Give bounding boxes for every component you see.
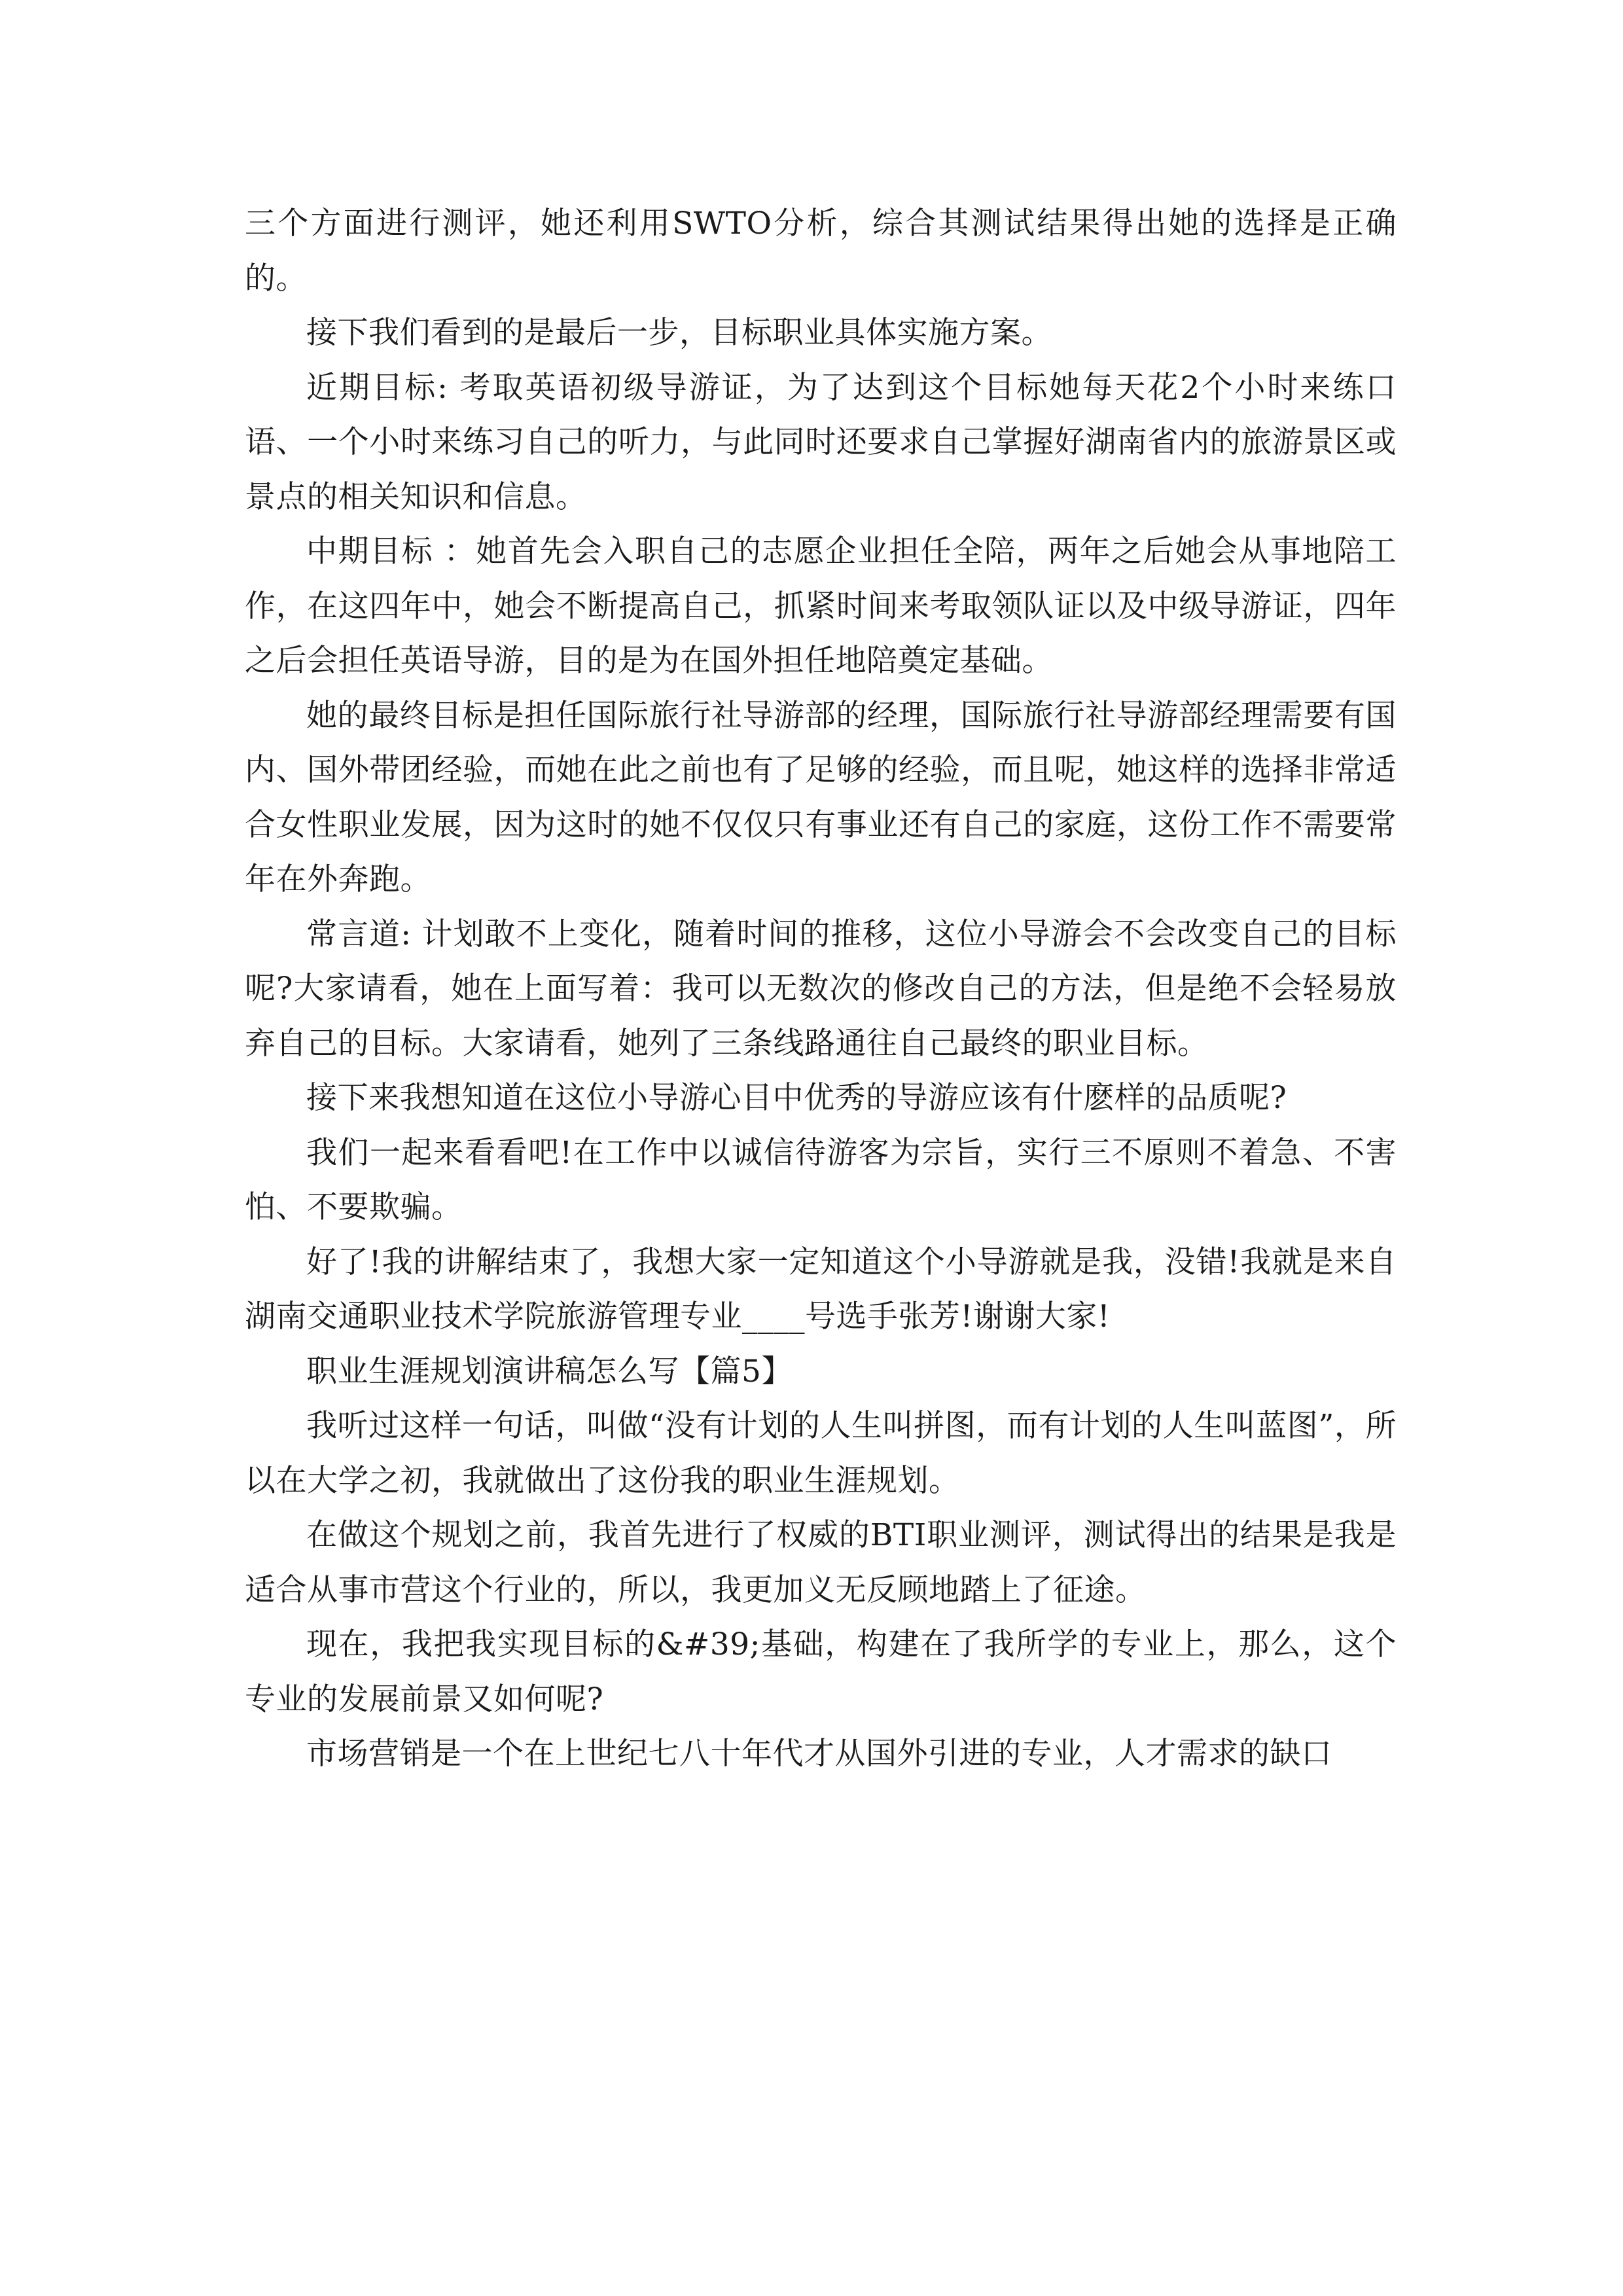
document-body [245,196,1397,1782]
paragraph: 在做这个规划之前，我首先进行了权威的BTI职业测评，测试得出的结果是我是适合从事市营这个行业的，所以，我更加义无反顾地踏上了征途。 [245,1517,1397,1608]
paragraph: 中期目标 ：她首先会入职自己的志愿企业担任全陪，两年之后她会从事地陪工作，在这四年中，她会不断提高自己，抓紧时间来考取领队证以及中级导游证，四年之后会担任英语导游，目的是为在国外担任地陪奠定基础。 [245,533,1397,679]
paragraph: 接下我们看到的是最后一步，目标职业具体实施方案。 [306,315,1052,351]
section-heading: 职业生涯规划演讲稿怎么写【篇5】 [306,1353,793,1390]
paragraph: 近期目标: 考取英语初级导游证，为了达到这个目标她每天花2个小时来练口语、一个小时来练习自己的听力，与此同时还要求自己掌握好湖南省内的旅游景区或景点的相关知识和信息。 [245,369,1397,515]
paragraph: 我们一起来看看吧!在工作中以诚信待游客为宗旨，实行三不原则不着急、不害怕、不要欺骗。 [245,1134,1397,1225]
paragraph: 常言道: 计划敢不上变化，随着时间的推移，这位小导游会不会改变自己的目标呢?大家请看，她在上面写着：我可以无数次的修改自己的方法，但是绝不会轻易放弃自己的目标。大家请看，她列了三条线路通往自己最终的职业目标。 [245,916,1397,1062]
paragraph: 她的最终目标是担任国际旅行社导游部的经理，国际旅行社导游部经理需要有国内、国外带团经验，而她在此之前也有了足够的经验，而且呢，她这样的选择非常适合女性职业发展，因为这时的她不仅仅只有事业还有自己的家庭，这份工作不需要常年在外奔跑。 [245,697,1397,897]
paragraph: 好了!我的讲解结束了，我想大家一定知道这个小导游就是我，没错!我就是来自湖南交通职业技术学院旅游管理专业____号选手张芳!谢谢大家! [245,1244,1397,1335]
paragraph: 市场营销是一个在上世纪七八十年代才从国外引进的专业，人才需求的缺口 [306,1736,1332,1772]
paragraph: 三个方面进行测评，她还利用SWTO分析，综合其测试结果得出她的选择是正确的。 [245,206,1397,296]
paragraph: 现在，我把我实现目标的&#39;基础，构建在了我所学的专业上，那么，这个专业的发展前景又如何呢? [245,1626,1397,1717]
paragraph: 接下来我想知道在这位小导游心目中优秀的导游应该有什麽样的品质呢? [306,1080,1287,1116]
paragraph: 我听过这样一句话，叫做“没有计划的人生叫拼图，而有计划的人生叫蓝图”，所以在大学之初，我就做出了这份我的职业生涯规划。 [245,1408,1397,1499]
